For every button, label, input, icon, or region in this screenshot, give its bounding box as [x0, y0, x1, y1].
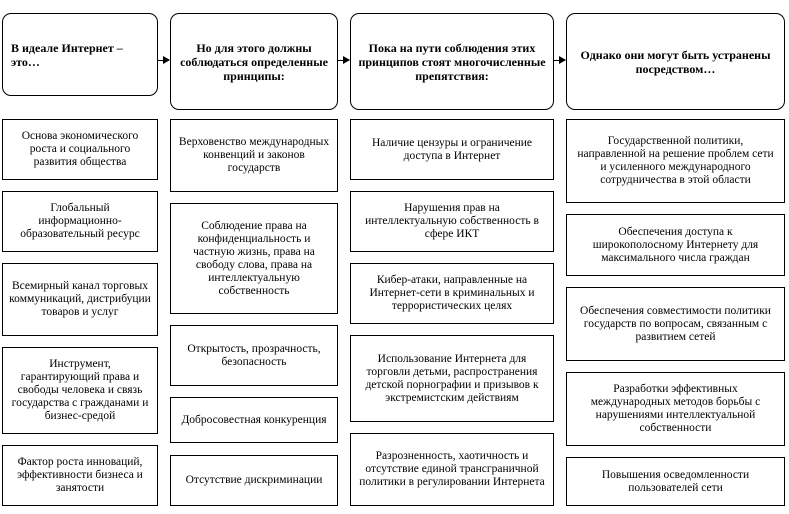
col3-item-2: Нарушения прав на интеллектуальную собственность в сфере ИКТ [350, 191, 554, 252]
arrow-3 [554, 60, 565, 61]
col1-item-2: Глобальный информационно-образовательный ресурс [2, 191, 158, 252]
col2-item-1: Верховенство международных конвенций и законов государств [170, 119, 338, 192]
arrow-1 [158, 60, 169, 61]
col2-item-5: Отсутствие дискриминации [170, 455, 338, 506]
header-obstacles: Пока на пути соблюдения этих принципов стоят многочисленные препятствия: [350, 13, 554, 110]
col3-item-3: Кибер-атаки, направленные на Интернет-сети в криминальных и террористических целях [350, 263, 554, 324]
arrow-2 [338, 60, 349, 61]
header-solutions: Однако они могут быть устранены посредством… [566, 13, 785, 110]
col4-item-1: Государственной политики, направленной на решение проблем сети и усиленного международного сотрудничества в этой области [566, 119, 785, 203]
col1-item-5: Фактор роста инноваций, эффективности бизнеса и занятости [2, 445, 158, 506]
col4-item-5: Повышения осведомленности пользователей сети [566, 457, 785, 506]
col2-item-2: Соблюдение права на конфиденциальность и частную жизнь, права на свободу слова, права на интеллектуальную собственность [170, 203, 338, 314]
col4-item-4: Разработки эффективных международных методов борьбы с нарушениями интеллектуальной собственности [566, 372, 785, 446]
col1-item-4: Инструмент, гарантирующий права и свободы человека и связь государства с гражданами и бизнес-средой [2, 347, 158, 434]
col2-item-4: Добросовестная конкуренция [170, 397, 338, 443]
col3-item-4: Использование Интернета для торговли детьми, распространения детской порнографии и призывов к экстремистским действиям [350, 335, 554, 422]
col3-item-1: Наличие цензуры и ограничение доступа в Интернет [350, 119, 554, 180]
header-principles: Но для этого должны соблюдаться определенные принципы: [170, 13, 338, 110]
col1-item-3: Всемирный канал торговых коммуникаций, дистрибуции товаров и услуг [2, 263, 158, 336]
col4-item-2: Обеспечения доступа к широкополосному Интернету для максимального числа граждан [566, 214, 785, 276]
col2-item-3: Открытость, прозрачность, безопасность [170, 325, 338, 386]
col3-item-5: Разрозненность, хаотичность и отсутствие единой трансграничной политики в регулировании Интернета [350, 433, 554, 506]
col1-item-1: Основа экономического роста и социального развития общества [2, 119, 158, 180]
header-ideal-internet: В идеале Интернет – это… [2, 13, 158, 96]
col4-item-3: Обеспечения совместимости политики государств по вопросам, связанным с развитием сетей [566, 287, 785, 361]
